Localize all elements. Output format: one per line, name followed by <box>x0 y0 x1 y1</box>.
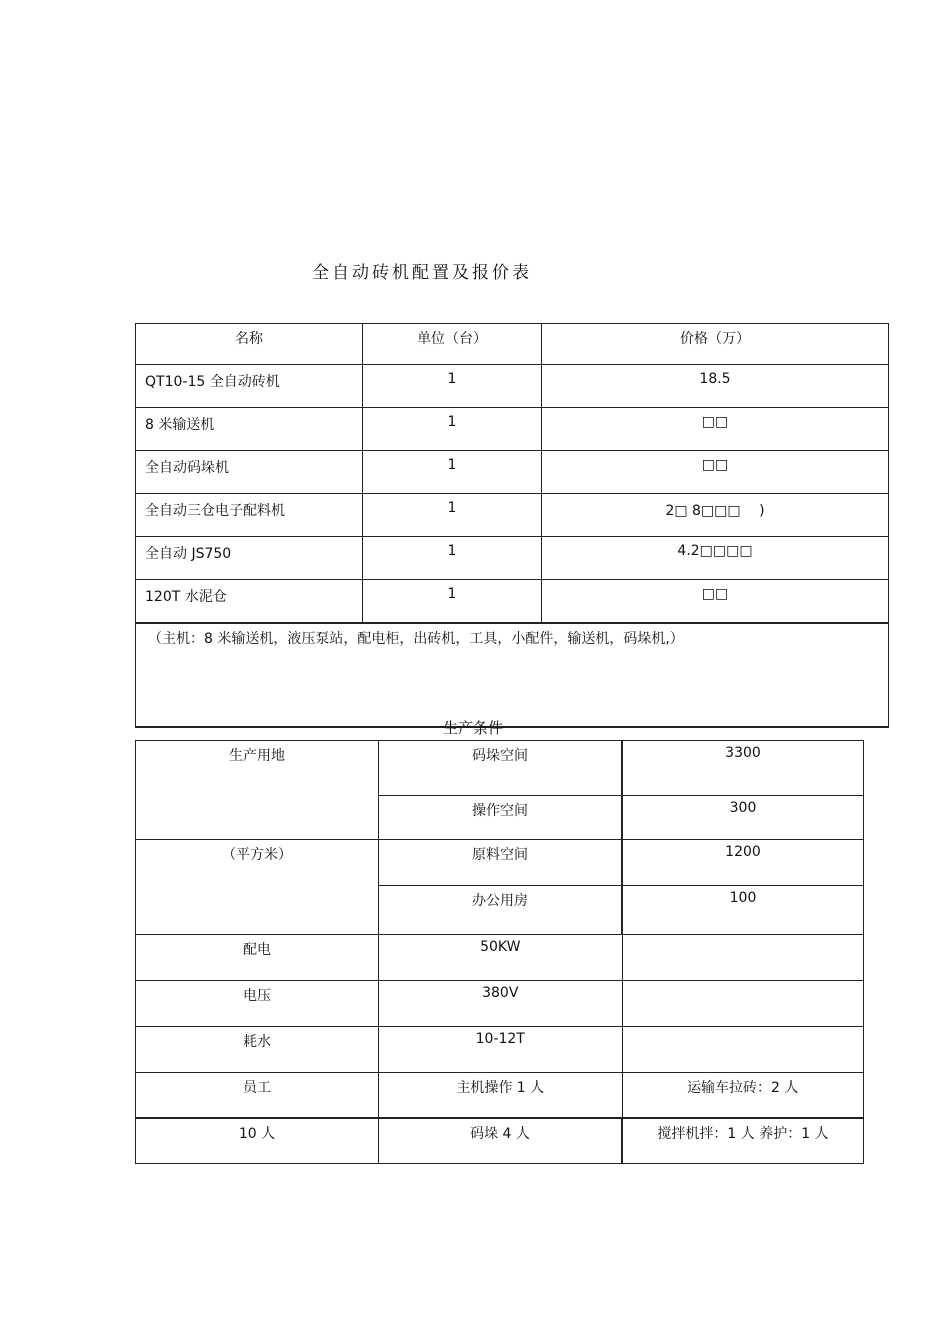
staff-main-operator: 主机操作 1 人 <box>379 1073 623 1118</box>
equipment-price: 2□ 8□□□ ) <box>542 494 889 537</box>
table-row <box>136 1027 864 1073</box>
equipment-name: 8 米输送机 <box>136 408 363 451</box>
equipment-unit: 1 <box>363 580 542 624</box>
power-extra <box>622 935 864 981</box>
land-item: 码垛空间 <box>379 741 623 796</box>
land-label: 生产用地 <box>136 741 379 840</box>
table-header-row <box>136 324 889 365</box>
equipment-price: 4.2□□□□ <box>542 537 889 580</box>
table-row <box>136 981 864 1027</box>
page-title: 全自动砖机配置及报价表 <box>312 263 532 283</box>
water-value: 10-12T <box>379 1027 623 1073</box>
equipment-note: （主机：8 米输送机，液压泵站，配电柜，出砖机，工具，小配件，输送机，码垛机,） <box>136 623 889 727</box>
land-value: 3300 <box>622 741 864 796</box>
table-row <box>136 365 889 408</box>
power-label: 配电 <box>136 935 379 981</box>
table-row <box>136 537 889 580</box>
table-row <box>136 580 889 624</box>
table-row <box>136 1118 864 1164</box>
equipment-price-table <box>135 323 889 728</box>
land-item: 操作空间 <box>379 796 623 840</box>
header-price: 价格（万） <box>542 324 889 365</box>
header-unit: 单位（台） <box>363 324 542 365</box>
staff-mixing-curing: 搅拌机拌：1 人 养护：1 人 <box>622 1118 864 1164</box>
table-row <box>136 1073 864 1118</box>
water-label: 耗水 <box>136 1027 379 1073</box>
equipment-unit: 1 <box>363 537 542 580</box>
table-row <box>136 408 889 451</box>
table-row <box>136 935 864 981</box>
equipment-name: QT10-15 全自动砖机 <box>136 365 363 408</box>
conditions-title: 生产条件 <box>443 719 504 737</box>
land-item: 原料空间 <box>379 840 623 886</box>
equipment-price: □□ <box>542 580 889 624</box>
equipment-price: □□ <box>542 451 889 494</box>
equipment-price: □□ <box>542 408 889 451</box>
water-extra <box>622 1027 864 1073</box>
staff-count: 10 人 <box>136 1118 379 1164</box>
land-value: 1200 <box>622 840 864 886</box>
table-row <box>136 451 889 494</box>
land-value: 300 <box>622 796 864 840</box>
land-value: 100 <box>622 886 864 935</box>
equipment-price: 18.5 <box>542 365 889 408</box>
header-name: 名称 <box>136 324 363 365</box>
voltage-value: 380V <box>379 981 623 1027</box>
land-item: 办公用房 <box>379 886 623 935</box>
equipment-name: 全自动 JS750 <box>136 537 363 580</box>
voltage-label: 电压 <box>136 981 379 1027</box>
table-row <box>136 840 864 886</box>
equipment-unit: 1 <box>363 408 542 451</box>
equipment-name: 全自动码垛机 <box>136 451 363 494</box>
equipment-name: 120T 水泥仓 <box>136 580 363 624</box>
staff-stacking: 码垛 4 人 <box>379 1118 623 1164</box>
equipment-unit: 1 <box>363 365 542 408</box>
equipment-unit: 1 <box>363 494 542 537</box>
table-note-row <box>136 623 889 727</box>
staff-transport: 运输车拉砖：2 人 <box>622 1073 864 1118</box>
staff-label: 员工 <box>136 1073 379 1118</box>
equipment-name: 全自动三仓电子配料机 <box>136 494 363 537</box>
table-row <box>136 494 889 537</box>
power-value: 50KW <box>379 935 623 981</box>
table-row <box>136 741 864 796</box>
voltage-extra <box>622 981 864 1027</box>
production-conditions-table <box>135 740 864 1164</box>
land-unit: （平方米） <box>136 840 379 935</box>
equipment-unit: 1 <box>363 451 542 494</box>
